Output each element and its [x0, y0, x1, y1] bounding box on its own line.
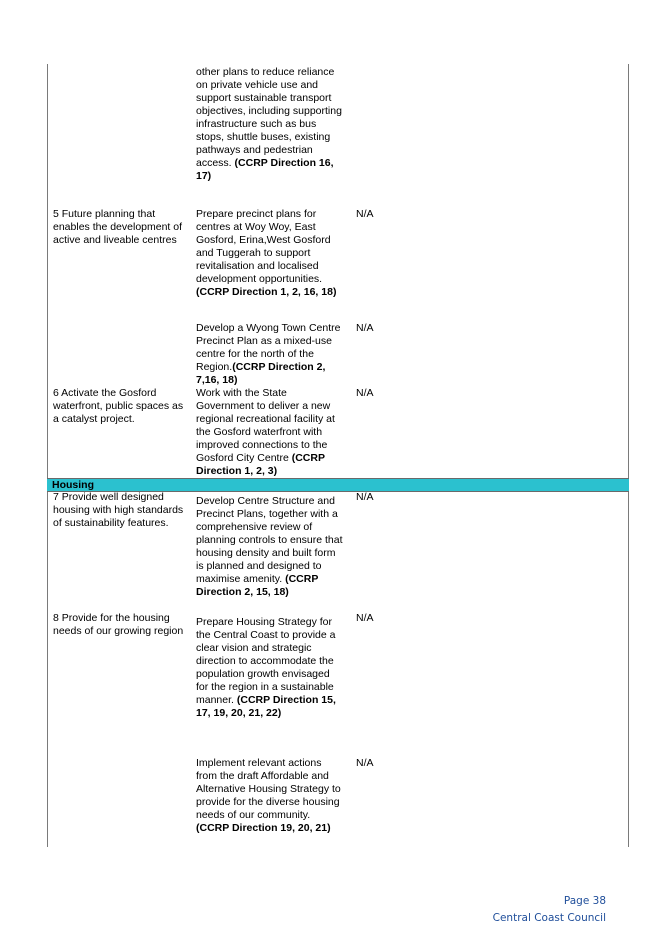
status-text: N/A [356, 322, 374, 334]
status-text: N/A [356, 208, 374, 220]
action-text: Develop a Wyong Town Centre Precinct Plan as a mixed-use centre for the north of the Region.(CCRP Direction 2, 7,16, 18) [196, 322, 341, 386]
action-text: other plans to reduce reliance on private vehicle use and support sustainable transport objectives, including supporting infrastructure such as bus stops, shuttle buses, existing pathways and pedestrian access. (CCRP Direction 16, 17) [196, 66, 342, 182]
section-header-housing [47, 478, 629, 492]
table-left-border [47, 64, 48, 847]
table-right-border [628, 64, 629, 847]
action-text: Prepare precinct plans for centres at Woy Woy, East Gosford, Erina,West Gosford and Tuggerah to support revitalisation and localised development opportunities. (CCRP Direction 1, 2, 16, 18) [196, 208, 337, 298]
outcome-text: 7 Provide well designed housing with high standards of sustainability features. [53, 491, 184, 529]
outcome-text: 5 Future planning that enables the development of active and liveable centres [53, 208, 183, 246]
outcome-text: 6 Activate the Gosford waterfront, public spaces as a catalyst project. [53, 387, 184, 425]
status-text: N/A [356, 387, 374, 399]
section-title: Housing [52, 479, 94, 491]
status-text: N/A [356, 757, 374, 769]
outcome-text: 8 Provide for the housing needs of our growing region [53, 612, 184, 637]
action-text: Work with the State Government to deliver a new regional recreational facility at the Gosford waterfront with improved connections to the Gosford City Centre (CCRP Direction 1, 2, 3) [196, 387, 335, 477]
page-number: Page 38 [563, 895, 606, 907]
status-text: N/A [356, 612, 374, 624]
status-text: N/A [356, 491, 374, 503]
action-text: Implement relevant actions from the draft Affordable and Alternative Housing Strategy to provide for the diverse housing needs of our community. (CCRP Direction 19, 20, 21) [196, 757, 341, 834]
action-text: Prepare Housing Strategy for the Central Coast to provide a clear vision and strategic direction to accommodate the population growth envisaged for the region in a sustainable manner. (CCRP Direction 15, 17, 19, 20, 21, 22) [196, 616, 336, 719]
action-text: Develop Centre Structure and Precinct Plans, together with a comprehensive review of planning controls to ensure that housing density and built form is planned and designed to maximise amenity. (CCRP Direction 2, 15, 18) [196, 495, 343, 598]
organization-name: Central Coast Council [492, 912, 606, 924]
